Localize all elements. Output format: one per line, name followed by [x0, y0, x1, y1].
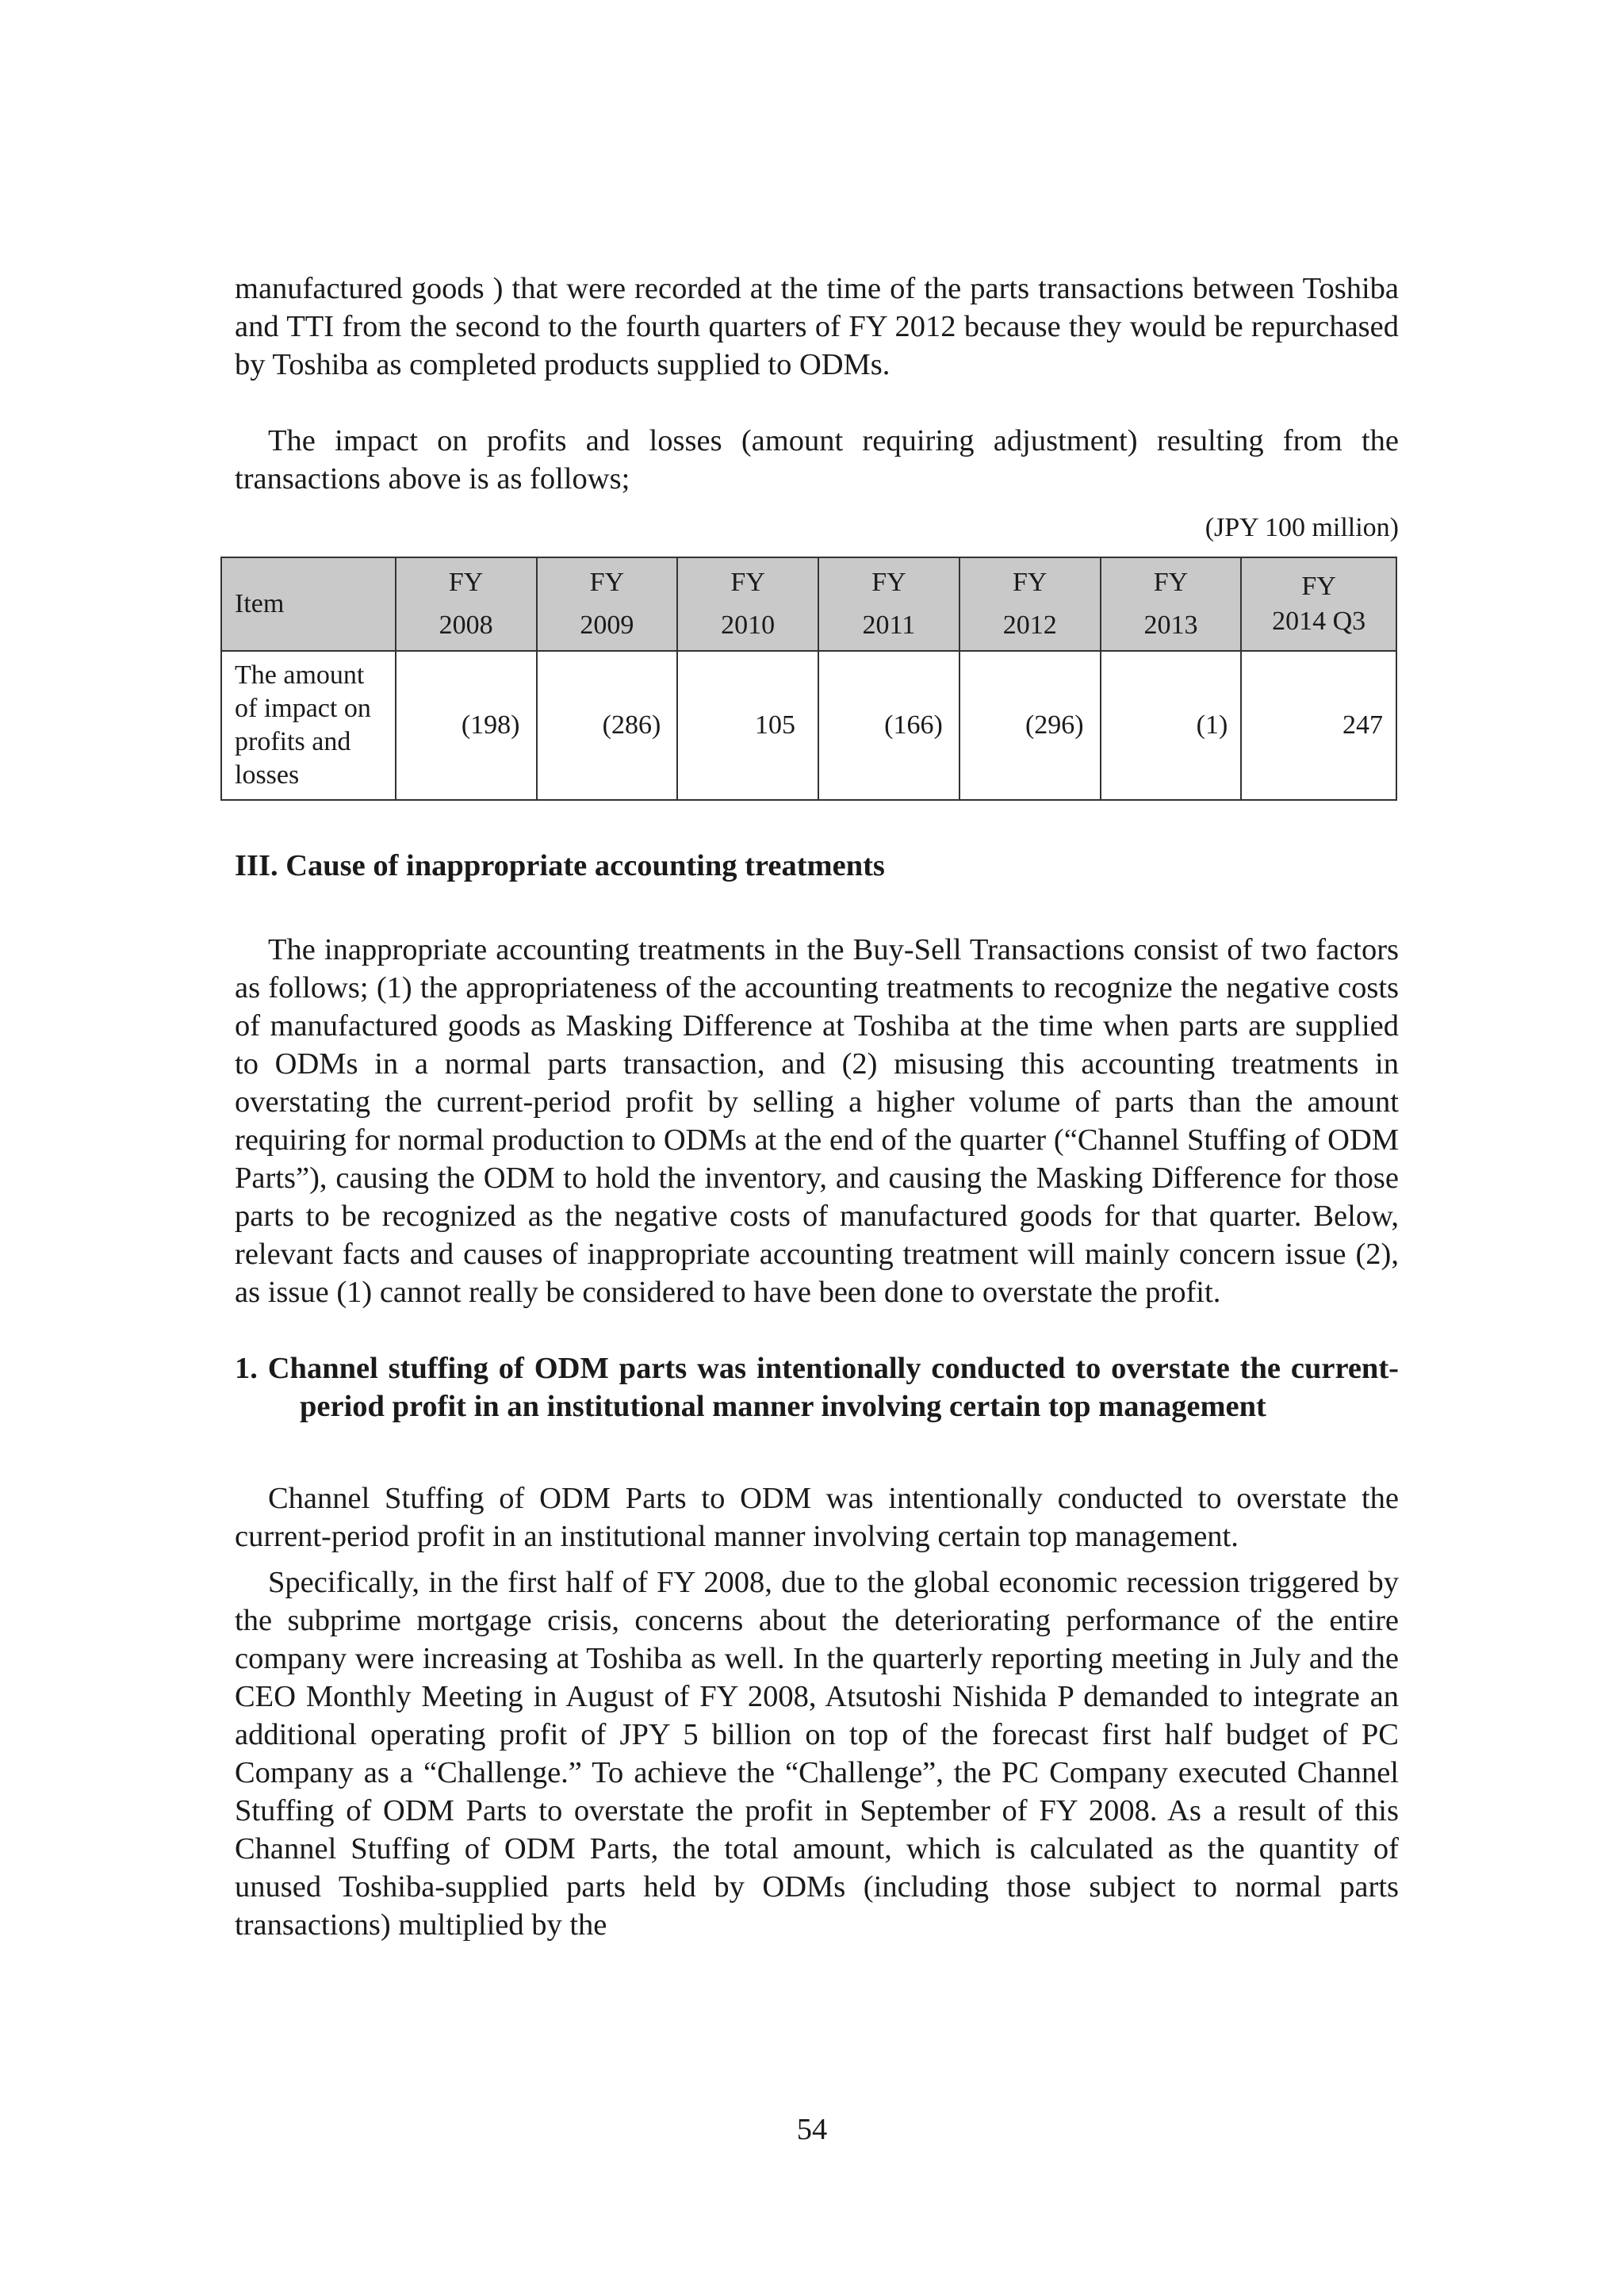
column-header-fy2010: FY 2010: [677, 557, 818, 651]
table-header-row: [221, 557, 1396, 651]
impact-paragraph: The impact on profits and losses (amount requiring adjustment) resulting from the transactions above is as follows;: [235, 424, 1399, 496]
table-row: [221, 651, 1396, 800]
column-header-fy2014-q3: FY 2014 Q3: [1241, 557, 1396, 651]
value-fy2010: 105: [677, 651, 818, 800]
section-heading: III. Cause of inappropriate accounting treatments: [235, 849, 885, 882]
value-fy2012: (296): [959, 651, 1101, 800]
column-header-fy2013: FY 2013: [1101, 557, 1242, 651]
row-label: The amount of impact on profits and losses: [221, 651, 396, 800]
value-fy2008: (198): [396, 651, 537, 800]
section-paragraph: The inappropriate accounting treatments in the Buy-Sell Transactions consist of two factors as follows; (1) the appropriateness of the accounting treatments to recognize the negative costs of manufactured goods as Masking Difference at Toshiba at the time when parts are supplied to ODMs in a normal parts transaction, and (2) misusing this accounting treatments in overstating the current-period profit by selling a higher volume of parts than the amount requiring for normal production to ODMs at the end of the quarter (“Channel Stuffing of ODM Parts”), causing the ODM to hold the inventory, and causing the Masking Difference for those parts to be recognized as the negative costs of manufactured goods for that quarter. Below, relevant facts and causes of inappropriate accounting treatment will mainly concern issue (2), as issue (1) cannot really be considered to have been done to overstate the profit.: [235, 933, 1399, 1309]
item-header: Item: [221, 557, 396, 651]
page-number: 54: [796, 2113, 828, 2146]
column-header-fy2012: FY 2012: [959, 557, 1101, 651]
numbered-subheading: 1. Channel stuffing of ODM parts was intentionally conducted to overstate the current-period profit in an institutional manner involving certain top management: [235, 1352, 1399, 1423]
column-header-fy2011: FY 2011: [818, 557, 959, 651]
impact-table: [220, 557, 1397, 801]
column-header-fy2008: FY 2008: [396, 557, 537, 651]
sub-paragraph-2: Specifically, in the first half of FY 2008, due to the global economic recession triggered by the subprime mortgage crisis, concerns about the deteriorating performance of the entire company were increasing at Toshiba as well. In the quarterly reporting meeting in July and the CEO Monthly Meeting in August of FY 2008, Atsutoshi Nishida P demanded to integrate an additional operating profit of JPY 5 billion on top of the forecast first half budget of PC Company as a “Challenge.” To achieve the “Challenge”, the PC Company executed Channel Stuffing of ODM Parts to overstate the profit in September of FY 2008. As a result of this Channel Stuffing of ODM Parts, the total amount, which is calculated as the quantity of unused Toshiba-supplied parts held by ODMs (including those subject to normal parts transactions) multiplied by the: [235, 1566, 1399, 1942]
value-fy2009: (286): [537, 651, 678, 800]
column-header-fy2009: FY 2009: [537, 557, 678, 651]
document-body: [235, 270, 1399, 1944]
sub-paragraph-1: Channel Stuffing of ODM Parts to ODM was intentionally conducted to overstate the current-period profit in an institutional manner involving certain top management.: [235, 1482, 1399, 1553]
intro-paragraph: manufactured goods ) that were recorded at the time of the parts transactions between Toshiba and TTI from the second to the fourth quarters of FY 2012 because they would be repurchased by Toshiba as completed products supplied to ODMs.: [235, 272, 1399, 381]
value-fy2013: (1): [1101, 651, 1242, 800]
value-fy2011: (166): [818, 651, 959, 800]
table-unit-label: (JPY 100 million): [1205, 513, 1399, 542]
value-fy2014-q3: 247: [1241, 651, 1396, 800]
